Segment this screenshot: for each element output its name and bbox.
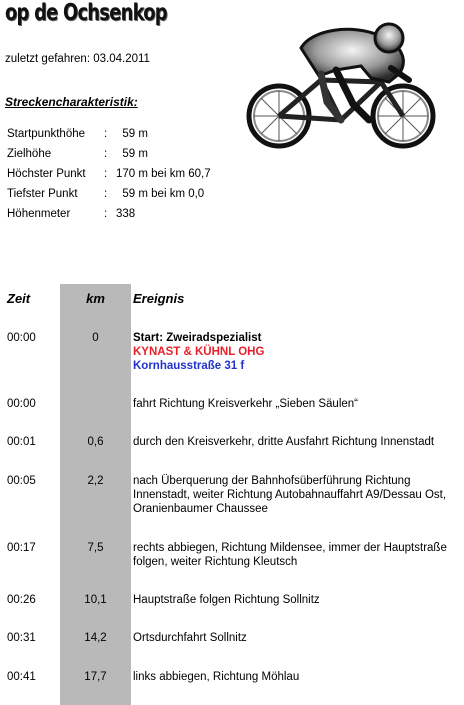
row-event: Ortsdurchfahrt Sollnitz bbox=[133, 632, 247, 644]
company-name: KYNAST & KÜHNL OHG bbox=[133, 346, 265, 358]
stat-colon: : bbox=[104, 168, 108, 180]
stat-row bbox=[7, 184, 211, 204]
stat-row bbox=[7, 164, 211, 184]
stat-label: Zielhöhe bbox=[7, 148, 52, 160]
row-km: 17,7 bbox=[84, 671, 107, 683]
stat-row bbox=[7, 204, 211, 224]
stat-value: 338 bbox=[116, 208, 136, 220]
stat-value: 59 m bbox=[116, 148, 148, 160]
row-event: durch den Kreisverkehr, dritte Ausfahrt Richtung Innenstadt bbox=[133, 436, 435, 448]
stat-colon: : bbox=[104, 208, 108, 220]
row-time: 00:31 bbox=[7, 632, 36, 644]
characteristics-table bbox=[7, 124, 211, 224]
row-time: 00:01 bbox=[7, 436, 36, 448]
stat-colon: : bbox=[104, 188, 108, 200]
header-km: km bbox=[86, 291, 105, 306]
stat-row bbox=[7, 124, 211, 144]
stat-label: Tiefster Punkt bbox=[7, 188, 78, 200]
stat-value: 170 m bei km 60,7 bbox=[116, 168, 211, 180]
row-time: 00:05 bbox=[7, 475, 36, 487]
header-time: Zeit bbox=[7, 291, 31, 306]
row-time: 00:26 bbox=[7, 594, 36, 606]
row-event: fahrt Richtung Kreisverkehr „Sieben Säulen“ bbox=[133, 398, 359, 410]
stat-colon: : bbox=[104, 148, 108, 160]
row-km: 2,2 bbox=[87, 475, 104, 487]
start-line: Start: Zweiradspezialist bbox=[133, 332, 262, 344]
header-event: Ereignis bbox=[133, 291, 185, 306]
stat-label: Startpunkthöhe bbox=[7, 128, 86, 140]
row-time: 00:41 bbox=[7, 671, 36, 683]
row-event: links abbiegen, Richtung Möhlau bbox=[133, 671, 300, 683]
street-address: Kornhausstraße 31 f bbox=[133, 360, 245, 372]
row-km: 0 bbox=[92, 332, 99, 344]
row-time: 00:00 bbox=[7, 398, 36, 410]
stat-colon: : bbox=[104, 128, 108, 140]
stat-label: Höhenmeter bbox=[7, 208, 71, 220]
row-km: 14,2 bbox=[84, 632, 107, 644]
row-event bbox=[133, 331, 458, 373]
row-event: Hauptstraße folgen Richtung Sollnitz bbox=[133, 594, 320, 606]
row-km: 7,5 bbox=[87, 542, 104, 554]
cyclist-icon bbox=[241, 8, 441, 158]
last-ridden-date: zuletzt gefahren: 03.04.2011 bbox=[5, 53, 150, 65]
stat-label: Höchster Punkt bbox=[7, 168, 86, 180]
characteristics-heading: Streckencharakteristik: bbox=[5, 95, 138, 109]
row-time: 00:00 bbox=[7, 332, 36, 344]
page-title: op de Ochsenkop bbox=[5, 0, 167, 26]
row-km: 0,6 bbox=[87, 436, 104, 448]
stat-value: 59 m bbox=[116, 128, 148, 140]
row-event: nach Überquerung der Bahnhofsüberführung Richtung Innenstadt, weiter Richtung Autobahnauffahrt A9/Dessau Ost, Oranienbaumer Chaussee bbox=[133, 475, 447, 515]
row-time: 00:17 bbox=[7, 542, 36, 554]
row-event: rechts abbiegen, Richtung Mildensee, immer der Hauptstraße folgen, weiter Richtung Kleutsch bbox=[133, 542, 447, 568]
stat-value: 59 m bei km 0,0 bbox=[116, 188, 205, 200]
stat-row bbox=[7, 144, 211, 164]
row-km: 10,1 bbox=[84, 594, 107, 606]
